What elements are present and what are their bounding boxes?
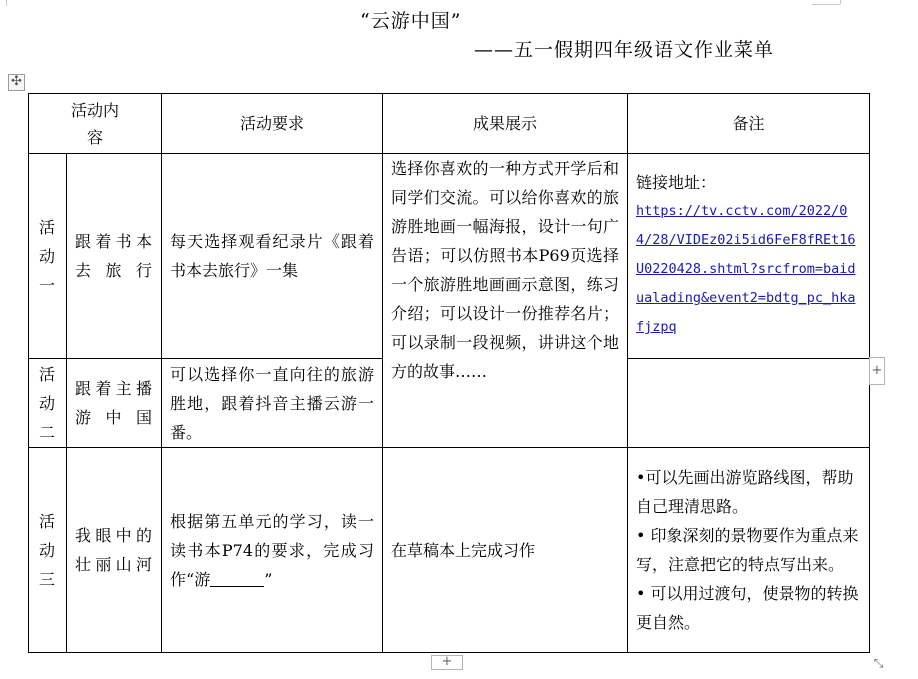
table-move-handle-icon[interactable]: ✣ — [8, 74, 25, 91]
requirement-closing-quote: ” — [264, 569, 273, 589]
shared-result-display: 选择你喜欢的一种方式开学后和同学们交流。可以给你喜欢的旅游胜地画一幅海报，设计一句广告语；可以仿照书本P69页选择一个旅游胜地画画示意图，练习介绍；可以设计一份推荐名片；可以录制一段视频，讲讲这个地方的故事…… — [383, 154, 628, 448]
fill-in-blank — [210, 568, 264, 587]
document-subtitle: ——五一假期四年级语文作业菜单 — [474, 39, 775, 61]
requirement-text: 根据第五单元的学习，读一读书本P74的要求，完成习作“游 — [170, 511, 375, 589]
homework-menu-table — [28, 93, 870, 653]
add-column-button[interactable]: + — [869, 357, 885, 385]
header-result-display: 成果展示 — [383, 94, 628, 154]
activity-theme: 跟着主播游中国 — [67, 359, 162, 448]
header-activity-requirement: 活动要求 — [162, 94, 383, 154]
header-notes: 备注 — [628, 94, 870, 154]
document-title: “云游中国” — [360, 10, 462, 32]
activity-requirement: 每天选择观看纪录片《跟着书本去旅行》一集 — [162, 154, 383, 359]
page-corner-mark — [840, 0, 841, 4]
activity-requirement: 可以选择你一直向往的旅游胜地，跟着抖音主播云游一番。 — [162, 359, 383, 448]
note-link-label: 链接地址： — [636, 173, 717, 192]
activity-note-empty — [628, 359, 870, 448]
cctv-documentary-link[interactable]: https://tv.cctv.com/2022/04/28/VIDEz02i5id6FeF8fREt16U0220428.shtml?srcfrom=baidualading&event2=bdtg_pc_hkafjzpq — [636, 203, 856, 335]
header-activity-content — [29, 94, 162, 154]
activity-note — [628, 154, 870, 359]
activity-theme: 我眼中的壮丽山河 — [67, 448, 162, 653]
activity-label: 活动一 — [29, 154, 67, 359]
note-item: •可以先画出游览路线图，帮助自己理清思路。 — [636, 468, 854, 516]
page-corner-mark — [6, 0, 7, 6]
page-corner-mark — [812, 4, 840, 5]
table-row-activity-3 — [29, 448, 870, 653]
table-header-row — [29, 94, 870, 154]
add-row-button[interactable]: + — [431, 655, 463, 670]
table-row-activity-1 — [29, 154, 870, 359]
activity-label: 活动三 — [29, 448, 67, 653]
activity-notes — [628, 448, 870, 653]
header-activity-content-label: 活动内容 — [71, 100, 120, 147]
note-item: • 可以用过渡句，使景物的转换更自然。 — [636, 584, 859, 632]
activity-theme: 跟着书本去旅行 — [67, 154, 162, 359]
activity-requirement — [162, 448, 383, 653]
table-resize-icon[interactable]: ⤡ — [873, 656, 884, 670]
activity-label: 活动二 — [29, 359, 67, 448]
note-item: • 印象深刻的景物要作为重点来写，注意把它的特点写出来。 — [636, 526, 859, 574]
activity-result: 在草稿本上完成习作 — [383, 448, 628, 653]
